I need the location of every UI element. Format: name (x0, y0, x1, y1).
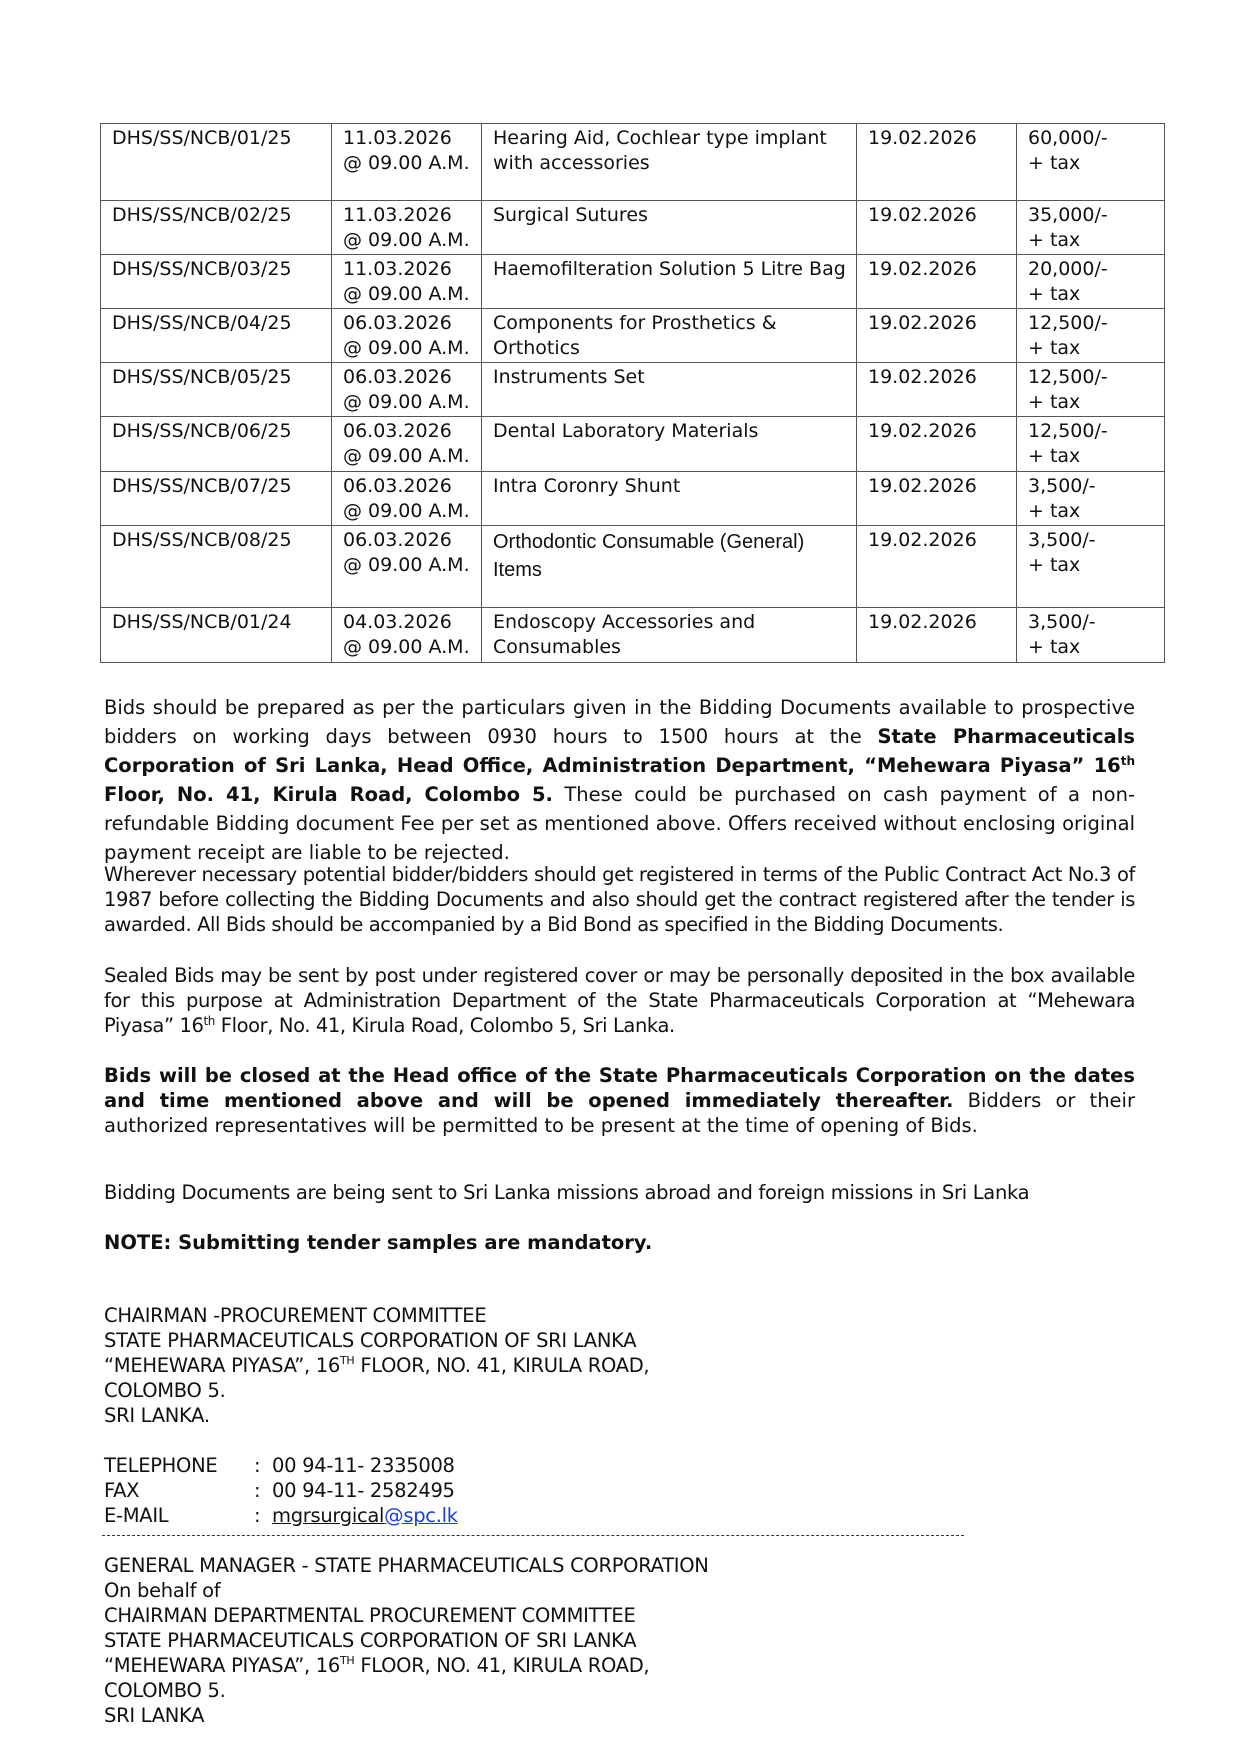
contact-block (104, 1453, 458, 1528)
table-row (101, 608, 1165, 663)
bid-closing-paragraph (104, 1063, 1135, 1138)
closing-date: 11.03.2026 @ 09.00 A.M. (332, 255, 482, 309)
issue-date: 19.02.2026 (857, 417, 1017, 472)
issue-date: 19.02.2026 (857, 309, 1017, 363)
sealed-bids-paragraph: Sealed Bids may be sent by post under registered cover or may be personally deposited in the box available for this purpose at Administration Department of the State Pharmaceuticals Corporation at “Mehewara Piyasa” 16th Floor, No. 41, Kirula Road, Colombo 5, Sri Lanka. (104, 964, 1135, 1037)
table-row (101, 417, 1165, 472)
table-row (101, 124, 1165, 201)
document-fee: 3,500/- + tax (1017, 608, 1165, 663)
address-line: On behalf of (104, 1579, 221, 1602)
telephone-value: 00 94-11- 2335008 (272, 1454, 455, 1477)
address-line: STATE PHARMACEUTICALS CORPORATION OF SRI LANKA (104, 1629, 637, 1652)
issue-date: 19.02.2026 (857, 472, 1017, 526)
fax-value: 00 94-11- 2582495 (272, 1479, 455, 1502)
issue-date: 19.02.2026 (857, 124, 1017, 201)
text: These could be purchased on cash payment of a non-refundable Bidding document Fee per set as mentioned above. Offers received without enclosing original payment receipt are liable to be rejected. (104, 783, 1135, 864)
chairman-address-block (104, 1303, 649, 1428)
address-line: SRI LANKA. (104, 1404, 210, 1427)
tender-table (100, 123, 1165, 663)
text: Bids should be prepared as per the particulars given in the Bidding Documents available to prospective bidders on working days between 0930 hours to 1500 hours at the (104, 696, 1135, 748)
text: Bidders or their authorized representatives will be permitted to be present at the time of opening of Bids. (104, 1089, 1135, 1137)
table-row (101, 255, 1165, 309)
colon: : (254, 1504, 261, 1527)
colon: : (254, 1479, 261, 1502)
document-fee: 12,500/- + tax (1017, 417, 1165, 472)
item-description: Surgical Sutures (482, 201, 857, 255)
tender-ref: DHS/SS/NCB/06/25 (101, 417, 332, 472)
document-fee: 20,000/- + tax (1017, 255, 1165, 309)
registration-paragraph: Wherever necessary potential bidder/bidders should get registered in terms of the Public Contract Act No.3 of 1987 before collecting the Bidding Documents and also should get the contract registered after the tender is awarded. All Bids should be accompanied by a Bid Bond as specified in the Bidding Documents. (104, 863, 1135, 936)
document-fee: 35,000/- + tax (1017, 201, 1165, 255)
item-description: Instruments Set (482, 363, 857, 417)
colon: : (254, 1454, 261, 1477)
item-description: Orthodontic Consumable (General) Items (482, 526, 857, 608)
tender-ref: DHS/SS/NCB/07/25 (101, 472, 332, 526)
address-line: “MEHEWARA PIYASA”, 16TH FLOOR, NO. 41, KIRULA ROAD, (104, 1654, 650, 1677)
closing-date: 11.03.2026 @ 09.00 A.M. (332, 124, 482, 201)
email-row (104, 1503, 458, 1528)
tender-ref: DHS/SS/NCB/01/24 (101, 608, 332, 663)
issue-date: 19.02.2026 (857, 526, 1017, 608)
item-description: Intra Coronry Shunt (482, 472, 857, 526)
document-fee: 12,500/- + tax (1017, 363, 1165, 417)
tender-ref: DHS/SS/NCB/04/25 (101, 309, 332, 363)
general-manager-address-block (104, 1553, 709, 1728)
missions-paragraph: Bidding Documents are being sent to Sri Lanka missions abroad and foreign missions in Sri Lanka (104, 1181, 1030, 1204)
tender-ref: DHS/SS/NCB/01/25 (101, 124, 332, 201)
issue-date: 19.02.2026 (857, 608, 1017, 663)
tender-ref: DHS/SS/NCB/03/25 (101, 255, 332, 309)
item-description: Components for Prosthetics & Orthotics (482, 309, 857, 363)
table-row (101, 363, 1165, 417)
item-description: Dental Laboratory Materials (482, 417, 857, 472)
note-paragraph: NOTE: Submitting tender samples are mandatory. (104, 1231, 653, 1254)
issue-date: 19.02.2026 (857, 255, 1017, 309)
email-label: E-MAIL (104, 1504, 169, 1527)
telephone-row (104, 1453, 458, 1478)
address-line: “MEHEWARA PIYASA”, 16TH FLOOR, NO. 41, KIRULA ROAD, (104, 1354, 650, 1377)
address-line: STATE PHARMACEUTICALS CORPORATION OF SRI LANKA (104, 1329, 637, 1352)
address-line: GENERAL MANAGER - STATE PHARMACEUTICALS CORPORATION (104, 1554, 709, 1577)
item-description: Hearing Aid, Cochlear type implant with accessories (482, 124, 857, 201)
issue-date: 19.02.2026 (857, 201, 1017, 255)
address-line: COLOMBO 5. (104, 1379, 226, 1402)
issue-date: 19.02.2026 (857, 363, 1017, 417)
dashed-divider (102, 1535, 964, 1536)
closing-date: 06.03.2026 @ 09.00 A.M. (332, 363, 482, 417)
closing-date: 06.03.2026 @ 09.00 A.M. (332, 472, 482, 526)
address-bold: State Pharmaceuticals Corporation of Sri Lanka, Head Office, Administration Department, “Mehewara Piyasa” 16th Floor, No. 41, Kirula Road, Colombo 5. (104, 725, 1135, 806)
document-fee: 12,500/- + tax (1017, 309, 1165, 363)
document-fee: 3,500/- + tax (1017, 526, 1165, 608)
document-fee: 60,000/- + tax (1017, 124, 1165, 201)
bid-preparation-paragraph (104, 693, 1135, 867)
fax-label: FAX (104, 1479, 140, 1502)
tender-ref: DHS/SS/NCB/02/25 (101, 201, 332, 255)
item-description: Endoscopy Accessories and Consumables (482, 608, 857, 663)
closing-bold: Bids will be closed at the Head office of the State Pharmaceuticals Corporation on the dates and time mentioned above and will be opened immediately thereafter. (104, 1064, 1135, 1112)
item-description: Haemofilteration Solution 5 Litre Bag (482, 255, 857, 309)
tender-ref: DHS/SS/NCB/08/25 (101, 526, 332, 608)
address-line: COLOMBO 5. (104, 1679, 226, 1702)
table-row (101, 472, 1165, 526)
closing-date: 11.03.2026 @ 09.00 A.M. (332, 201, 482, 255)
document-fee: 3,500/- + tax (1017, 472, 1165, 526)
closing-date: 06.03.2026 @ 09.00 A.M. (332, 526, 482, 608)
closing-date: 06.03.2026 @ 09.00 A.M. (332, 309, 482, 363)
closing-date: 04.03.2026 @ 09.00 A.M. (332, 608, 482, 663)
address-line: CHAIRMAN DEPARTMENTAL PROCUREMENT COMMITTEE (104, 1604, 636, 1627)
table-row (101, 309, 1165, 363)
telephone-label: TELEPHONE (104, 1454, 218, 1477)
fax-row (104, 1478, 458, 1503)
address-line: CHAIRMAN -PROCUREMENT COMMITTEE (104, 1304, 487, 1327)
table-row (101, 201, 1165, 255)
closing-date: 06.03.2026 @ 09.00 A.M. (332, 417, 482, 472)
tender-ref: DHS/SS/NCB/05/25 (101, 363, 332, 417)
email-link[interactable]: mgrsurgical@spc.lk (272, 1504, 458, 1527)
table-row (101, 526, 1165, 608)
address-line: SRI LANKA (104, 1704, 205, 1727)
